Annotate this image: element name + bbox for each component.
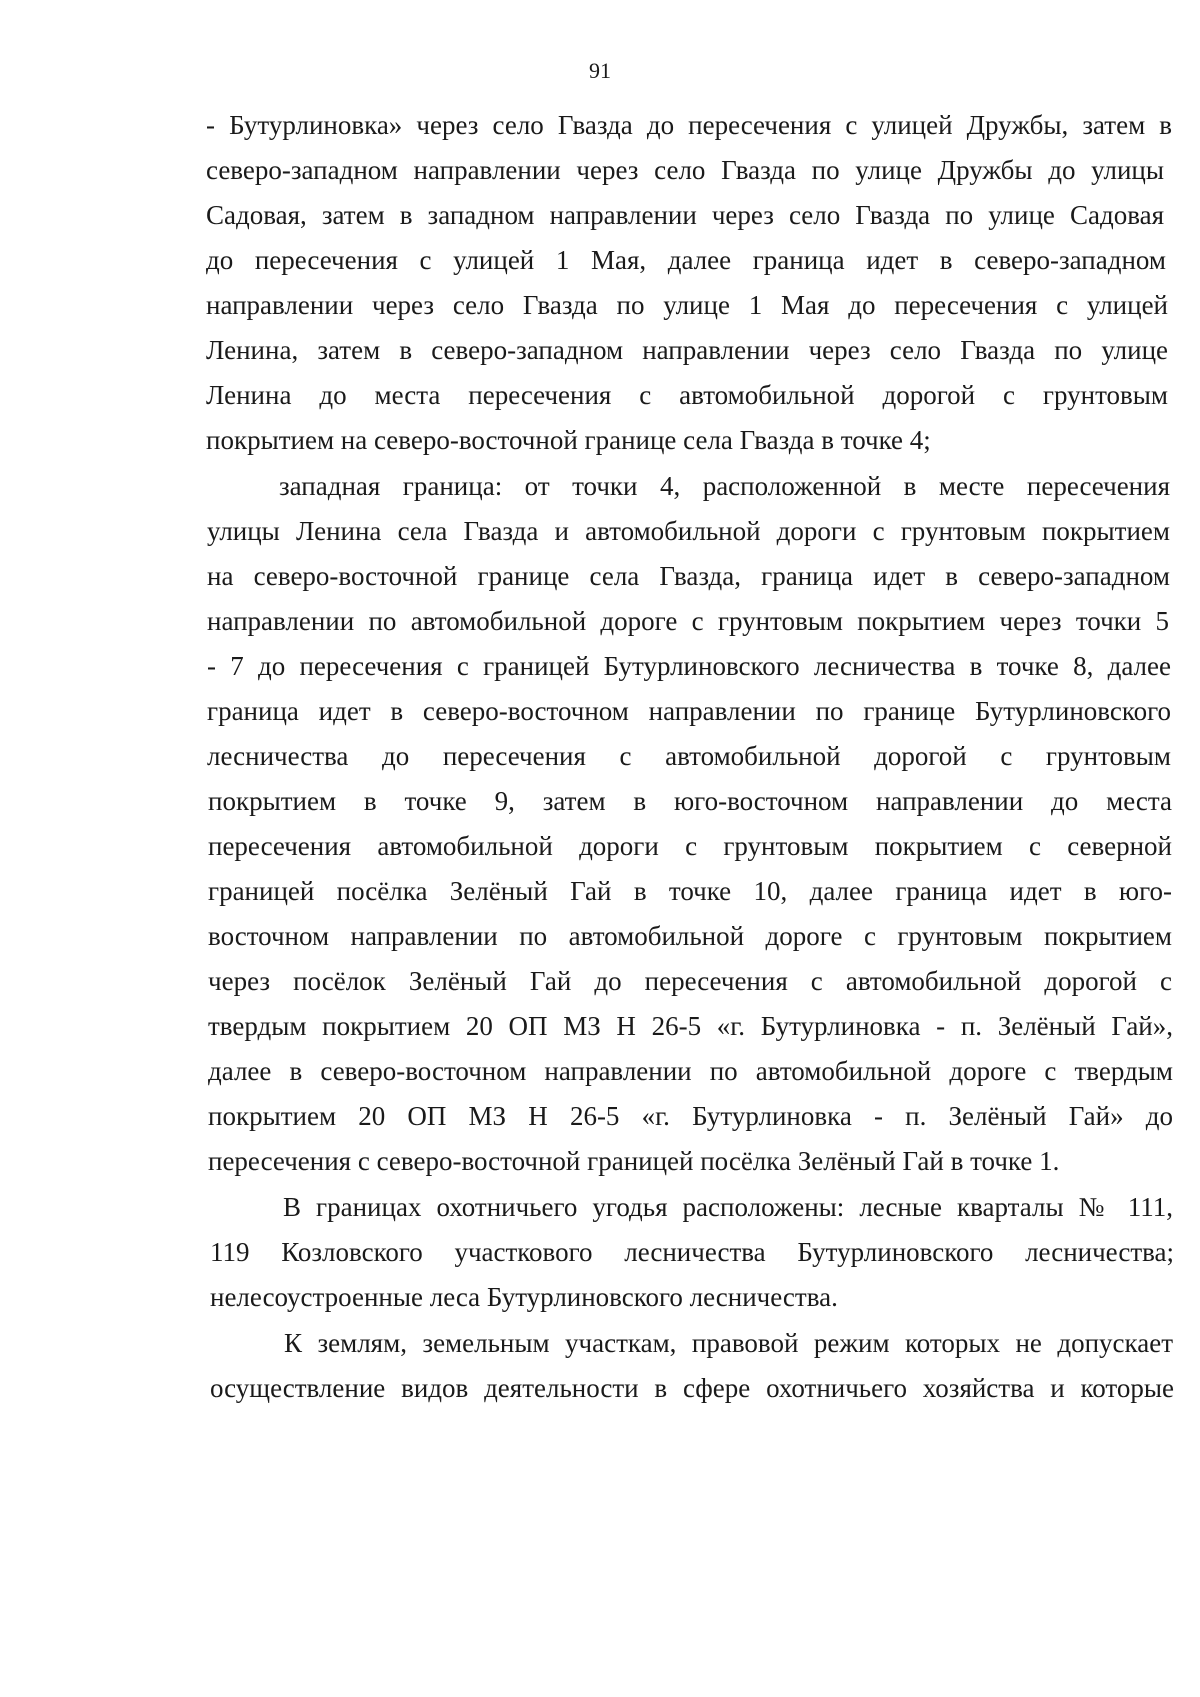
text-line: далее в северо-восточном направлении по автомобильной дороге с твердым: [208, 1056, 1173, 1086]
text-line: 119 Козловского участкового лесничества Бутурлиновского лесничества;: [210, 1237, 1174, 1267]
text-line: В границах охотничьего угодья расположены: лесные кварталы № 111,: [283, 1192, 1173, 1222]
text-line: пересечения автомобильной дороги с грунтовым покрытием с северной: [208, 831, 1172, 861]
text-line: К землям, земельным участкам, правовой режим которых не допускает: [284, 1328, 1173, 1358]
text-line: на северо-восточной границе села Гвазда, граница идет в северо-западном: [207, 561, 1170, 591]
page-number: 91: [589, 58, 611, 83]
text-line: западная граница: от точки 4, расположенной в месте пересечения: [279, 471, 1170, 501]
text-line: до пересечения с улицей 1 Мая, далее граница идет в северо-западном: [206, 245, 1166, 275]
text-line: осуществление видов деятельности в сфере охотничьего хозяйства и которые: [210, 1373, 1174, 1403]
text-line: покрытием на северо-восточной границе села Гвазда в точке 4;: [206, 425, 931, 455]
text-line: покрытием в точке 9, затем в юго-восточном направлении до места: [208, 786, 1172, 816]
text-line: границей посёлка Зелёный Гай в точке 10, далее граница идет в юго-: [208, 876, 1172, 906]
text-line: восточном направлении по автомобильной дороге с грунтовым покрытием: [208, 921, 1172, 951]
text-line: северо-западном направлении через село Гвазда по улице Дружбы до улицы: [206, 155, 1164, 185]
text-line: Садовая, затем в западном направлении через село Гвазда по улице Садовая: [206, 200, 1164, 230]
text-line: Ленина до места пересечения с автомобильной дорогой с грунтовым: [206, 380, 1168, 410]
text-line: граница идет в северо-восточном направлении по границе Бутурлиновского: [207, 696, 1171, 726]
text-line: покрытием 20 ОП МЗ Н 26-5 «г. Бутурлиновка - п. Зелёный Гай» до: [208, 1101, 1173, 1131]
text-line: твердым покрытием 20 ОП МЗ Н 26-5 «г. Бутурлиновка - п. Зелёный Гай»,: [208, 1011, 1173, 1041]
text-line: направлении по автомобильной дороге с грунтовым покрытием через точки 5: [207, 606, 1169, 636]
text-line: направлении через село Гвазда по улице 1 Мая до пересечения с улицей: [206, 290, 1168, 320]
text-line: лесничества до пересечения с автомобильной дорогой с грунтовым: [207, 741, 1171, 771]
text-line: пересечения с северо-восточной границей посёлка Зелёный Гай в точке 1.: [208, 1146, 1060, 1176]
text-line: - Бутурлиновка» через село Гвазда до пересечения с улицей Дружбы, затем в: [206, 110, 1172, 140]
text-line: улицы Ленина села Гвазда и автомобильной дороги с грунтовым покрытием: [207, 516, 1170, 546]
text-line: - 7 до пересечения с границей Бутурлиновского лесничества в точке 8, далее: [207, 651, 1171, 681]
text-line: Ленина, затем в северо-западном направлении через село Гвазда по улице: [206, 335, 1168, 365]
text-line: через посёлок Зелёный Гай до пересечения с автомобильной дорогой с: [208, 966, 1172, 996]
text-line: нелесоустроенные леса Бутурлиновского лесничества.: [210, 1282, 838, 1312]
